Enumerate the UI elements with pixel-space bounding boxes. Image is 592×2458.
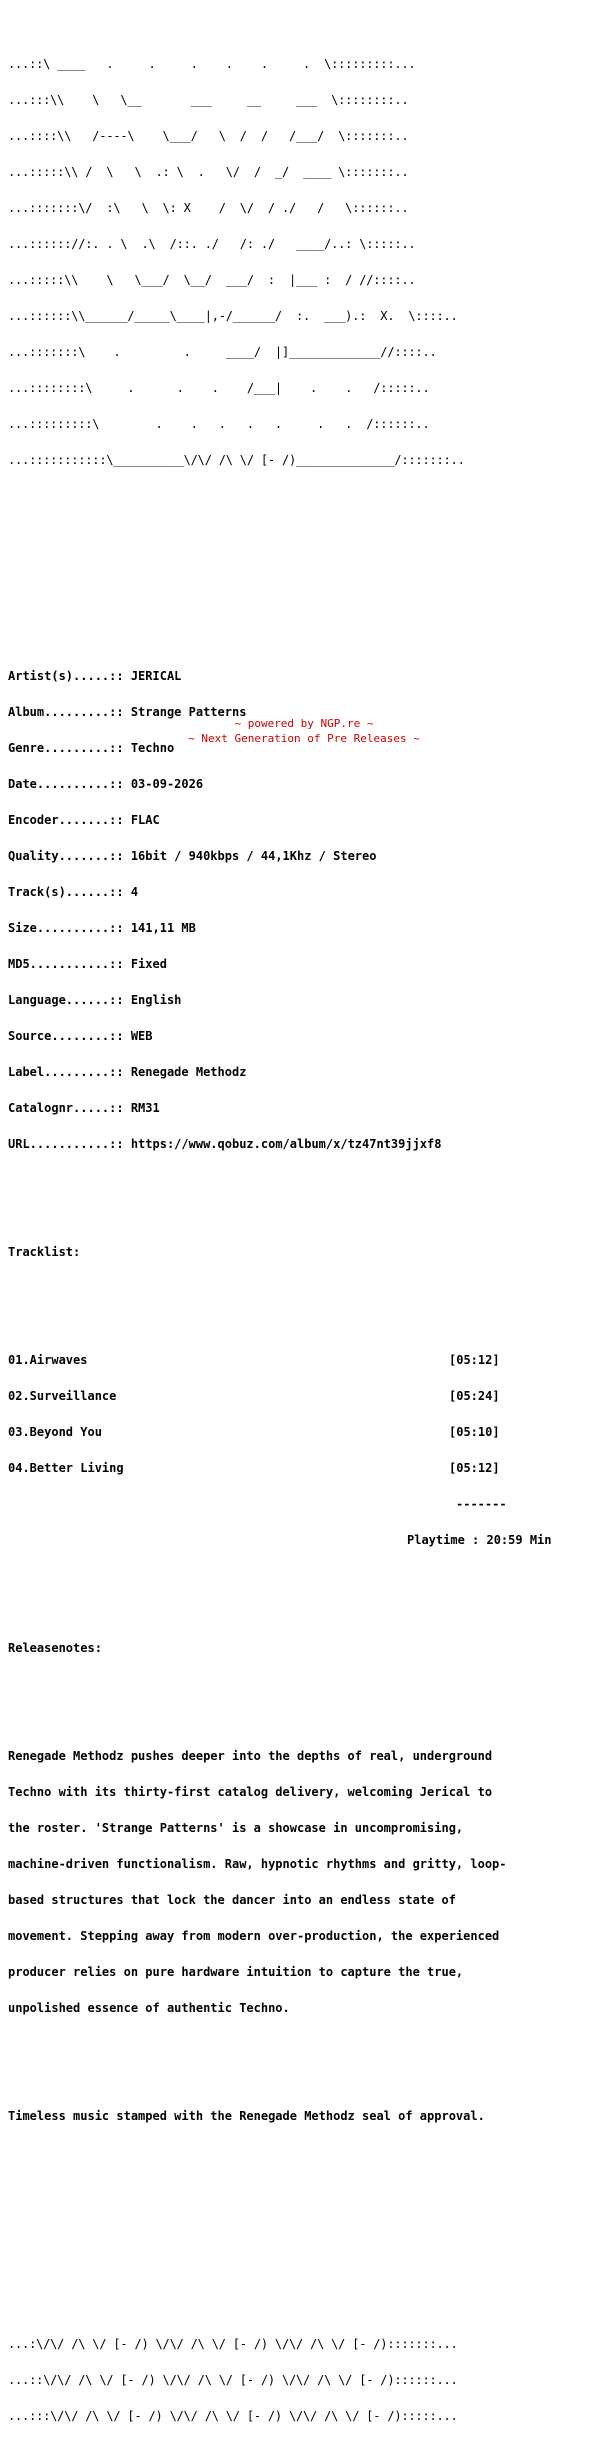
info-value: https://www.qobuz.com/album/x/tz47nt39jjxf8 (130, 1137, 442, 1151)
info-row: Artist(s).....:: JERICAL (8, 669, 182, 683)
notes-line: producer relies on pure hardware intuition to capture the true, (8, 1965, 464, 1979)
notes-line: the roster. 'Strange Patterns' is a showcase in uncompromising, (8, 1821, 464, 1835)
track-time: [05:10] (449, 1425, 500, 1439)
logo-ascii-art (8, 34, 568, 490)
info-row: Quality.......:: 16bit / 940kbps / 44,1Khz / Stereo (8, 849, 377, 863)
track-time: [05:12] (449, 1353, 500, 1367)
notes-line: machine-driven functionalism. Raw, hypnotic rhythms and gritty, loop- (8, 1857, 507, 1871)
info-value: Techno (130, 741, 175, 755)
notes-line: unpolished essence of authentic Techno. (8, 2001, 290, 2015)
logo-art-line: ...:::::::\/ :\ \ \: X / \/ / ./ / \::::::.. (8, 201, 409, 215)
info-key: Date..........: (8, 777, 117, 791)
info-row: Album.........:: Strange Patterns (8, 705, 247, 719)
info-value: Strange Patterns (130, 705, 247, 719)
info-key: Source........: (8, 1029, 117, 1043)
info-value: Renegade Methodz (130, 1065, 247, 1079)
release-notes (8, 1726, 568, 2038)
info-row: Catalognr.....:: RM31 (8, 1101, 160, 1115)
footer-tagline: ~ Next Generation of Pre Releases ~ (188, 732, 420, 745)
notes-line: movement. Stepping away from modern over-production, the experienced (8, 1929, 500, 1943)
info-row: Source........:: WEB (8, 1029, 153, 1043)
info-key: Track(s)......: (8, 885, 117, 899)
footer-powered-by: ~ powered by NGP.re ~ (234, 717, 374, 730)
info-key: Album.........: (8, 705, 117, 719)
notes-line: Renegade Methodz pushes deeper into the depths of real, underground (8, 1749, 493, 1763)
logo-art-line: ...:::::::::::\__________\/\/ /\ \/ [- /)______________/:::::::.. (8, 453, 465, 467)
track-row (8, 1354, 568, 1366)
info-key: URL...........: (8, 1137, 117, 1151)
info-value: JERICAL (130, 669, 182, 683)
tracklist-heading: Tracklist: (8, 1245, 81, 1259)
logo-art-line: ...::::::\\______/_____\____|,-/______/ :. ___).: X. \::::.. (8, 309, 458, 323)
info-row: MD5...........:: Fixed (8, 957, 167, 971)
info-row: Label.........:: Renegade Methodz (8, 1065, 247, 1079)
info-row: Size..........:: 141,11 MB (8, 921, 196, 935)
logo-art-line: ...:::::::::\ . . . . . . . /::::::.. (8, 417, 430, 431)
logo-art-line: ...:::\\ \ \__ ___ __ ___ \::::::::.. (8, 93, 409, 107)
track-row (8, 1426, 568, 1438)
info-value: 16bit / 940kbps / 44,1Khz / Stereo (130, 849, 377, 863)
track-title: 04.Better Living (8, 1461, 124, 1475)
info-key: Genre.........: (8, 741, 117, 755)
info-value: WEB (130, 1029, 153, 1043)
track-row (8, 1390, 568, 1402)
info-row: URL...........:: https://www.qobuz.com/album/x/tz47nt39jjxf8 (8, 1137, 442, 1151)
info-key: Catalognr.....: (8, 1101, 117, 1115)
info-value: FLAC (130, 813, 160, 827)
logo-art-line: ...::\ ____ . . . . . . \:::::::::... (8, 57, 416, 71)
info-value: 141,11 MB (130, 921, 196, 935)
nfo-text (8, 10, 568, 2458)
bottom-art-line: ...:\/\/ /\ \/ [- /) \/\/ /\ \/ [- /) \/\/ /\ \/ [- /):::::::... (8, 2337, 458, 2351)
releasenotes-heading: Releasenotes: (8, 1641, 102, 1655)
closing-line: Timeless music stamped with the Renegade Methodz seal of approval. (8, 2109, 485, 2123)
info-key: Artist(s).....: (8, 669, 117, 683)
info-row: Language......:: English (8, 993, 182, 1007)
info-value: RM31 (130, 1101, 160, 1115)
notes-line: Techno with its thirty-first catalog delivery, welcoming Jerical to (8, 1785, 493, 1799)
info-value: 4 (130, 885, 139, 899)
bottom-ascii-art (8, 2314, 568, 2446)
info-key: Language......: (8, 993, 117, 1007)
info-row: Encoder.......:: FLAC (8, 813, 160, 827)
track-time: [05:24] (449, 1389, 500, 1403)
logo-art-line: ...::::::::\ . . . /___| . . /:::::.. (8, 381, 430, 395)
info-key: Size..........: (8, 921, 117, 935)
info-value: Fixed (130, 957, 167, 971)
info-value: 03-09-2026 (130, 777, 204, 791)
info-key: Encoder.......: (8, 813, 117, 827)
logo-art-line: ...::::\\ /----\ \___/ \ / / /___/ \:::::::.. (8, 129, 409, 143)
info-key: Label.........: (8, 1065, 117, 1079)
track-title: 03.Beyond You (8, 1425, 102, 1439)
notes-line: based structures that lock the dancer into an endless state of (8, 1893, 456, 1907)
tracklist (8, 1330, 568, 1570)
tracks-divider: ------- (456, 1497, 507, 1511)
info-value: English (130, 993, 182, 1007)
track-time: [05:12] (449, 1461, 500, 1475)
info-row: Date..........:: 03-09-2026 (8, 777, 204, 791)
logo-art-line: ...:::::\\ \ \___/ \__/ ___/ : |___ : / //::::.. (8, 273, 416, 287)
bottom-art-line: ...:::\/\/ /\ \/ [- /) \/\/ /\ \/ [- /) \/\/ /\ \/ [- /):::::... (8, 2409, 458, 2423)
info-key: Quality.......: (8, 849, 117, 863)
bottom-art-line: ...::\/\/ /\ \/ [- /) \/\/ /\ \/ [- /) \/\/ /\ \/ [- /)::::::... (8, 2373, 458, 2387)
info-key: MD5...........: (8, 957, 117, 971)
track-title: 01.Airwaves (8, 1353, 88, 1367)
logo-art-line: ...:::::\\ / \ \ .: \ . \/ / _/ ____ \:::::::.. (8, 165, 409, 179)
playtime-row (8, 1534, 568, 1546)
track-row (8, 1462, 568, 1474)
info-row: Track(s)......:: 4 (8, 885, 139, 899)
playtime: Playtime : 20:59 Min (407, 1533, 552, 1547)
logo-art-line: ...:::::://:. . \ .\ /::. ./ /: ./ ____/..: \:::::.. (8, 237, 416, 251)
track-title: 02.Surveillance (8, 1389, 117, 1403)
info-row: Genre.........:: Techno (8, 741, 175, 755)
tracks-divider-row (8, 1498, 568, 1510)
logo-art-line: ...:::::::\ . . ____/ |]_____________//::::.. (8, 345, 437, 359)
